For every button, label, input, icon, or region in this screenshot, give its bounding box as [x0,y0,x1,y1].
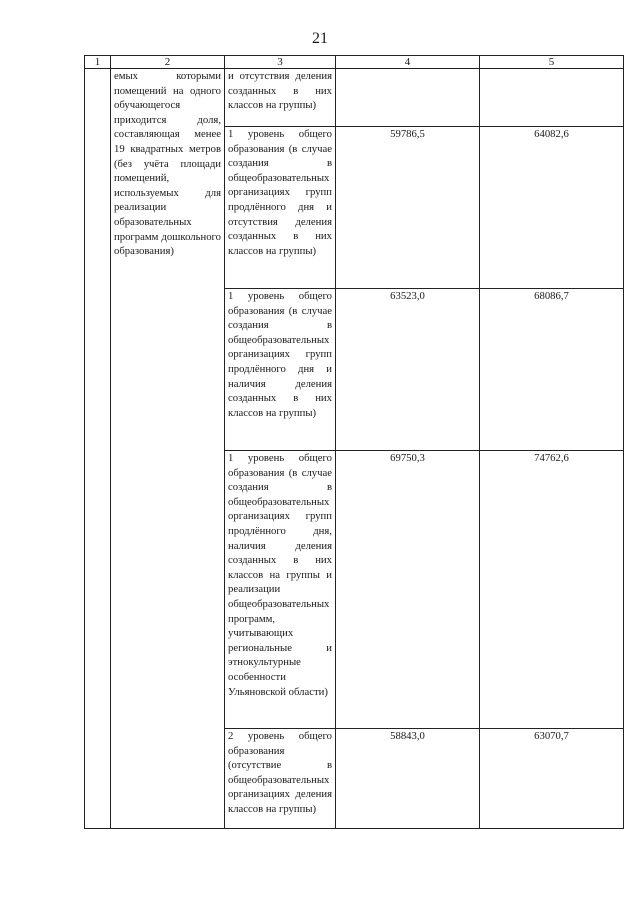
value-cell-col5: 68086,7 [480,289,624,451]
page-number: 21 [312,30,328,47]
header-cell-4: 4 [336,56,480,69]
index-cell [85,69,111,829]
level-description: и отсутствия деления созданных в них классов на группы) [225,69,336,127]
level-description: 1 уровень общего образования (в случае создания в общеобразовательных организациях групп продлённого дня, наличия деления созданных в них классов на группы и реализации общеобразовательных программ, учитывающих региональные и этнокультурные особенности Ульяновской области) [225,451,336,729]
value-cell-col4: 69750,3 [336,451,480,729]
category-description: емых которыми помещений на одного обучающегося приходится доля, составляющая менее 19 квадратных метров (без учёта площади помещений, используемых для реализации образовательных программ дошкольного образования) [111,69,225,829]
table-row [85,69,624,127]
level-description: 1 уровень общего образования (в случае создания в общеобразовательных организациях групп продлённого дня и наличия деления созданных в них классов на группы) [225,289,336,451]
tariff-table [84,55,624,829]
header-cell-3: 3 [225,56,336,69]
value-cell-col5 [480,69,624,127]
header-cell-2: 2 [111,56,225,69]
level-description: 1 уровень общего образования (в случае создания в общеобразовательных организациях групп продлённого дня и отсутствия деления созданных в них классов на группы) [225,127,336,289]
value-cell-col4: 58843,0 [336,729,480,829]
header-cell-5: 5 [480,56,624,69]
value-cell-col4: 59786,5 [336,127,480,289]
level-description: 2 уровень общего образования (отсутствие в общеобразовательных организациях деления классов на группы) [225,729,336,829]
table-header-row [85,56,624,69]
value-cell-col5: 63070,7 [480,729,624,829]
value-cell-col5: 74762,6 [480,451,624,729]
value-cell-col4: 63523,0 [336,289,480,451]
value-cell-col4 [336,69,480,127]
value-cell-col5: 64082,6 [480,127,624,289]
header-cell-1: 1 [85,56,111,69]
